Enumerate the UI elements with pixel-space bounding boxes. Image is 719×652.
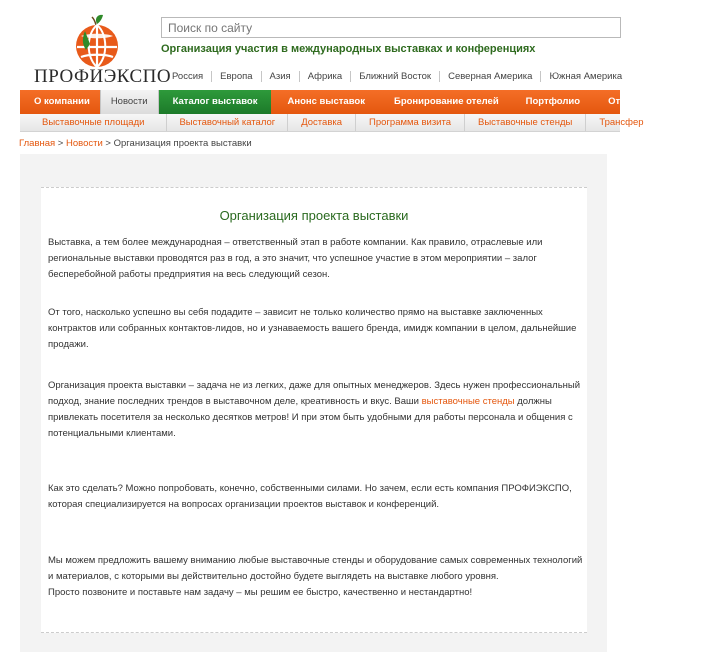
breadcrumb-separator: > (55, 138, 66, 149)
subnav-item-transfer[interactable]: Трансфер (585, 114, 656, 131)
site-logo[interactable] (32, 6, 172, 88)
subnav-item-exhibition-catalog[interactable]: Выставочный каталог (166, 114, 287, 131)
breadcrumb-separator: > (102, 138, 114, 149)
nav-item-exhibition-catalog[interactable]: Каталог выставок (159, 90, 272, 114)
article-paragraph-5-cta: Просто позвоните и поставьте нам задачу – мы решим ее быстро, качественно и нестандартно! (48, 587, 473, 598)
nav-item-reports[interactable]: Отчеты о выставках (608, 96, 705, 107)
search-input[interactable] (161, 17, 621, 38)
region-link-middle-east[interactable]: Ближний Восток (350, 71, 439, 82)
article-paragraph-4: Как это сделать? Можно попробовать, конечно, собственными силами. Но зачем, если есть компания ПРОФИЭКСПО, которая специализируется на вопросах организации проектов выставок и конференций. (48, 483, 572, 510)
article-paragraph-3-text-end: должны привлекать посетителя за несколько десятков метров! И при этом быть удобными для работы персонала и общения с потенциальными клиентами. (48, 396, 573, 439)
region-link-south-america[interactable]: Южная Америка (540, 71, 630, 82)
region-link-north-america[interactable]: Северная Америка (439, 71, 540, 82)
subnav-item-exhibition-space[interactable]: Выставочные площади (42, 117, 145, 128)
site-tagline: Организация участия в международных выставках и конференциях (161, 43, 536, 55)
globe-apple-logo-icon (72, 14, 122, 68)
article-paragraph-5-text: Мы можем предложить вашему вниманию любые выставочные стенды и оборудование самых современных технологий и материалов, с которыми вы действительно достойно будете выглядеть на выставке любого уровня. (48, 555, 583, 582)
main-nav (20, 90, 705, 114)
breadcrumb-current: Организация проекта выставки (113, 138, 252, 149)
nav-item-news[interactable]: Новости (100, 90, 159, 114)
region-links (164, 70, 630, 82)
region-link-russia[interactable]: Россия (172, 70, 204, 82)
region-link-africa[interactable]: Африка (299, 71, 351, 82)
nav-item-announcements[interactable]: Анонс выставок (287, 96, 365, 107)
logo-text: ПРОФИЭКСПО (34, 66, 172, 87)
article-paragraph-3-text: Организация проекта выставки – задача не из легких, даже для опытных менеджеров. Здесь нужен профессиональный подход, знание последних трендов в выставочном деле, креативность и вкус. Ваши (48, 380, 581, 407)
region-link-europe[interactable]: Европа (211, 71, 260, 82)
breadcrumb (19, 138, 252, 149)
article-paragraph-2: От того, насколько успешно вы себя подадите – зависит не только количество прямо на выставке заключенных контрактов или собранных контактов-лидов, но и узнаваемость вашего бренда, имидж компании в целом, дальнейшие продажи. (48, 307, 577, 350)
subnav-item-exhibition-stands[interactable]: Выставочные стенды (464, 114, 585, 131)
nav-item-hotel-booking[interactable]: Бронирование отелей (394, 96, 499, 107)
nav-item-about[interactable]: О компании (34, 96, 90, 107)
region-link-asia[interactable]: Азия (261, 71, 299, 82)
exhibition-stands-link[interactable]: выставочные стенды (421, 396, 515, 407)
article-paragraph-1: Выставка, а тем более международная – ответственный этап в работе компании. Как правило, отраслевые или региональные выставки проводятся раз в год, а это значит, что успешное участие в этом мероприятии – залог бесперебойной работы предприятия на весь следующий сезон. (48, 237, 543, 280)
breadcrumb-news-link[interactable]: Новости (66, 138, 103, 149)
nav-item-portfolio[interactable]: Портфолио (525, 96, 581, 107)
article-title: Организация проекта выставки (219, 208, 409, 223)
subnav-item-delivery[interactable]: Доставка (287, 114, 355, 131)
subnav-item-visit-program[interactable]: Программа визита (355, 114, 464, 131)
breadcrumb-home-link[interactable]: Главная (19, 138, 56, 149)
article-paragraph-5 (48, 553, 584, 601)
article-paragraph-3 (48, 378, 584, 442)
sub-nav (20, 114, 644, 132)
